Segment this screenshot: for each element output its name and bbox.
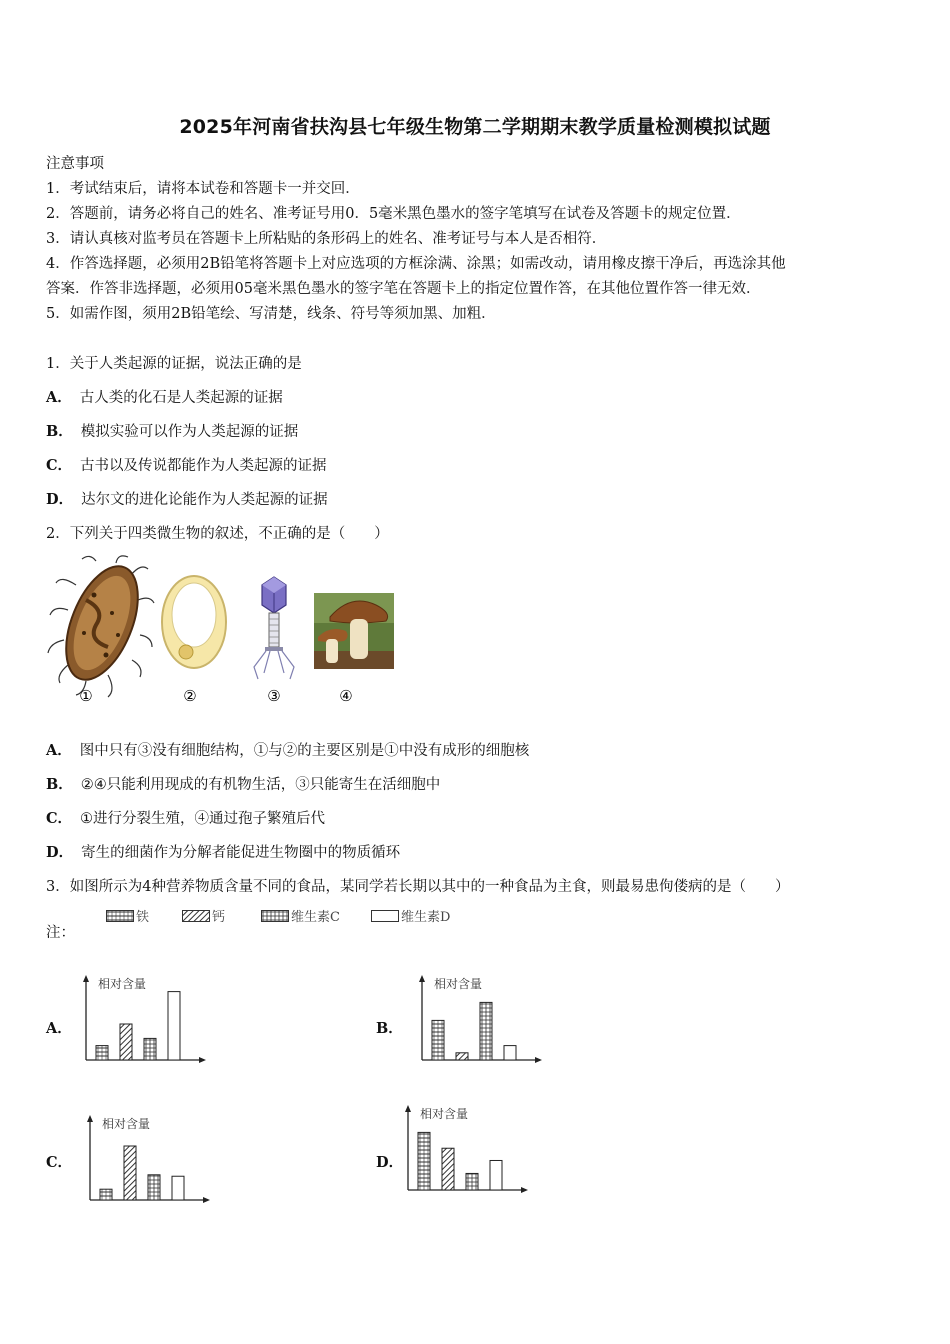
- notice-heading: 注意事项: [46, 156, 104, 172]
- bar-iron: [100, 1189, 112, 1200]
- x-axis-arrow: [535, 1057, 542, 1063]
- option-text: 模拟实验可以作为人类起源的证据: [80, 424, 299, 440]
- bar-iron: [96, 1046, 108, 1060]
- bar-vitamin-d: [504, 1046, 516, 1060]
- q3-option-d-letter[interactable]: D．: [376, 1154, 404, 1171]
- microorganism-figure: [46, 555, 406, 710]
- option-letter: D．: [46, 844, 74, 861]
- q1-option-d[interactable]: [46, 488, 328, 509]
- option-letter: A．: [46, 389, 72, 406]
- q2-option-d[interactable]: [46, 841, 400, 862]
- figure-label-1: ①: [79, 687, 93, 705]
- option-letter: B．: [46, 776, 73, 793]
- bar-vitamin-d: [490, 1160, 502, 1190]
- q1-option-a[interactable]: [46, 386, 283, 407]
- bar-calcium: [124, 1146, 136, 1200]
- option-letter: C．: [46, 810, 73, 827]
- option-text: 达尔文的进化论能作为人类起源的证据: [81, 492, 328, 508]
- option-text: 古人类的化石是人类起源的证据: [79, 390, 283, 406]
- option-text: 寄生的细菌作为分解者能促进生物圈中的物质循环: [81, 845, 401, 861]
- y-axis-label: 相对含量: [434, 977, 483, 991]
- x-axis-arrow: [521, 1187, 528, 1193]
- bar-calcium: [120, 1024, 132, 1060]
- option-text: 图中只有③没有细胞结构，①与②的主要区别是①中没有成形的细胞核: [79, 743, 530, 759]
- q1-option-c[interactable]: [46, 454, 327, 475]
- x-axis-arrow: [203, 1197, 210, 1203]
- option-letter: A．: [46, 742, 72, 759]
- bar-vitamin-c: [466, 1173, 478, 1190]
- chart-option-d: [398, 1100, 538, 1200]
- y-axis-arrow: [419, 975, 425, 982]
- bar-calcium: [456, 1053, 468, 1060]
- yeast-cell-illustration: [162, 576, 226, 668]
- virus-illustration: [254, 577, 294, 679]
- option-letter: D．: [46, 491, 74, 508]
- chart-option-a: [76, 970, 216, 1070]
- figure-label-2: ②: [183, 687, 197, 705]
- bar-vitamin-c: [144, 1038, 156, 1060]
- option-letter: B．: [46, 423, 73, 440]
- x-axis-arrow: [199, 1057, 206, 1063]
- y-axis-label: 相对含量: [98, 977, 147, 991]
- question-1-stem: 1．关于人类起源的证据，说法正确的是: [46, 356, 302, 372]
- legend-item-vitamin-d: 维生素D: [371, 906, 450, 925]
- figure-label-3: ③: [267, 687, 281, 705]
- q2-option-c[interactable]: [46, 807, 325, 828]
- bar-vitamin-d: [172, 1176, 184, 1200]
- notice-item: 答案．作答非选择题，必须用05毫米黑色墨水的签字笔在答题卡上的指定位置作答，在其他位置作答一律无效．: [46, 281, 761, 297]
- option-text: 古书以及传说都能作为人类起源的证据: [80, 458, 327, 474]
- chart-option-c: [80, 1110, 220, 1210]
- bar-vitamin-d: [168, 992, 180, 1060]
- notice-item: 5．如需作图，须用2B铅笔绘、写清楚，线条、符号等须加黑、加粗．: [46, 306, 496, 322]
- legend-item-iron: 铁: [106, 906, 149, 925]
- q3-option-c-letter[interactable]: C．: [46, 1154, 73, 1171]
- q2-option-b[interactable]: [46, 773, 440, 794]
- bar-iron: [418, 1132, 430, 1190]
- y-axis-label: 相对含量: [420, 1107, 469, 1121]
- q1-option-b[interactable]: [46, 420, 298, 441]
- bar-calcium: [442, 1148, 454, 1190]
- q3-option-b-letter[interactable]: B．: [376, 1020, 403, 1037]
- chart-option-b: [412, 970, 552, 1070]
- y-axis-arrow: [83, 975, 89, 982]
- y-axis-arrow: [405, 1105, 411, 1112]
- notice-item: 2．答题前，请务必将自己的姓名、准考证号用0．5毫米黑色墨水的签字笔填写在试卷及答题卡的规定位置．: [46, 206, 741, 222]
- question-2-stem: 2．下列关于四类微生物的叙述，不正确的是（ ）: [46, 526, 389, 542]
- question-3-stem: 3．如图所示为4种营养物质含量不同的食品，某同学若长期以其中的一种食品为主食，则最易患佝偻病的是（ ）: [46, 879, 790, 895]
- bar-vitamin-c: [148, 1175, 160, 1200]
- bar-iron: [432, 1020, 444, 1060]
- mushroom-illustration: [314, 593, 394, 669]
- legend-item-vitamin-c: 维生素C: [261, 906, 340, 925]
- notice-item: 1．考试结束后，请将本试卷和答题卡一并交回．: [46, 181, 360, 197]
- notice-item: 3．请认真核对监考员在答题卡上所粘贴的条形码上的姓名、准考证号与本人是否相符．: [46, 231, 607, 247]
- y-axis-label: 相对含量: [102, 1117, 151, 1131]
- option-text: ②④只能利用现成的有机物生活，③只能寄生在活细胞中: [80, 777, 441, 793]
- figure-label-4: ④: [339, 687, 353, 705]
- y-axis-arrow: [87, 1115, 93, 1122]
- q3-option-a-letter[interactable]: A．: [46, 1020, 72, 1037]
- notice-item: 4．作答选择题，必须用2B铅笔将答题卡上对应选项的方框涂满、涂黑；如需改动，请用橡皮擦干净后，再选涂其他: [46, 256, 786, 272]
- q2-option-a[interactable]: [46, 739, 529, 760]
- page-title: 2025年河南省扶沟县七年级生物第二学期期末教学质量检测模拟试题: [179, 116, 771, 138]
- bar-vitamin-c: [480, 1002, 492, 1060]
- note-label: 注：: [46, 925, 75, 941]
- legend-item-calcium: 钙: [182, 906, 225, 925]
- option-letter: C．: [46, 457, 73, 474]
- option-text: ①进行分裂生殖，④通过孢子繁殖后代: [80, 811, 326, 827]
- bacterium-illustration: [48, 556, 154, 697]
